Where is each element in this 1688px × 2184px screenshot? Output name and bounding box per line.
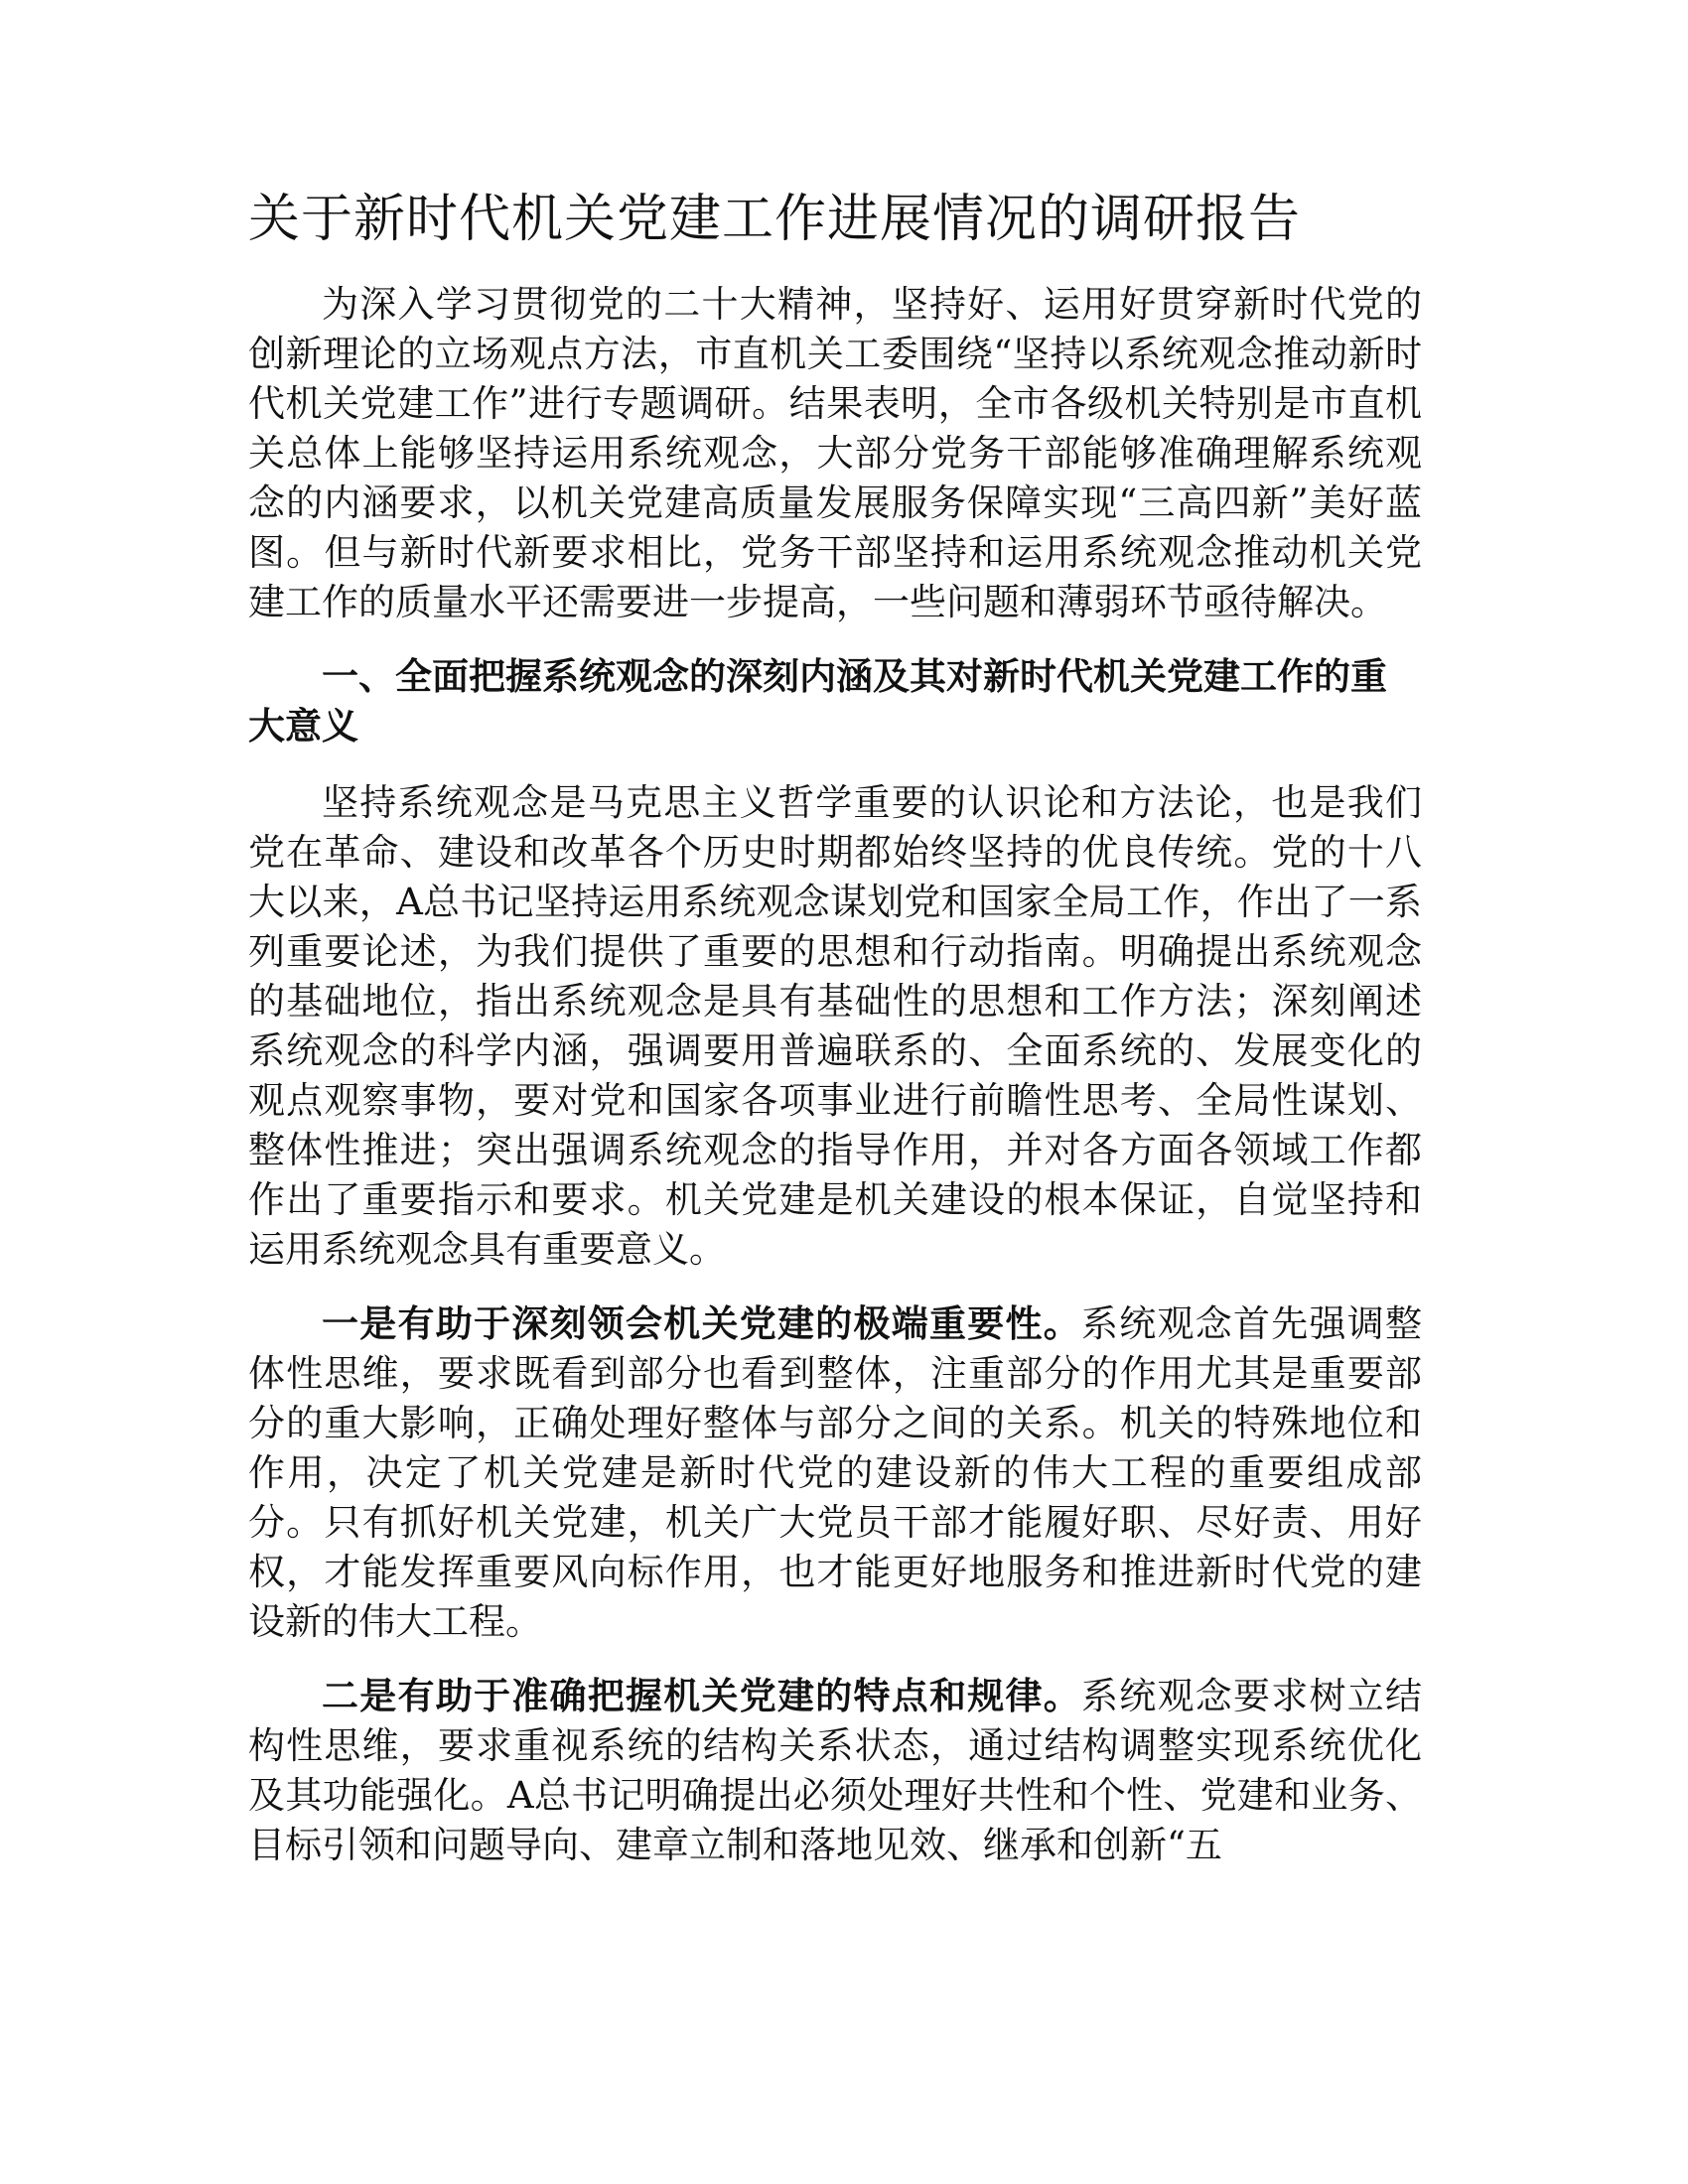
document-title: 关于新时代机关党建工作进展情况的调研报告 [248,190,1302,249]
point-lead-2: 二是有助于准确把握机关党建的特点和规律。 [322,1673,1081,1717]
document-page [248,187,1422,1894]
point-text-2: 系统观念要求树立结构性思维，要求重视系统的结构关系状态，通过结构调整实现系统优化及其功能强化。A总书记明确提出必须处理好共性和个性、党建和业务、目标引领和问题导向、建章立制和落地见效、继承和创新“五 [248,1674,1422,1866]
intro-paragraph: 为深入学习贯彻党的二十大精神，坚持好、运用好贯穿新时代党的创新理论的立场观点方法，市直机关工委围绕“坚持以系统观念推动新时代机关党建工作”进行专题调研。结果表明，全市各级机关特别是市直机关总体上能够坚持运用系统观念，大部分党务干部能够准确理解系统观念的内涵要求，以机关党建高质量发展服务保障实现“三高四新”美好蓝图。但与新时代新要求相比，党务干部坚持和运用系统观念推动机关党建工作的质量水平还需要进一步提高，一些问题和薄弱环节亟待解决。 [248,282,1422,623]
point-paragraph-2 [248,1671,1422,1870]
point-lead-1: 一是有助于深刻领会机关党建的极端重要性。 [322,1300,1081,1345]
point-paragraph-1 [248,1298,1422,1647]
section-heading: 一、全面把握系统观念的深刻内涵及其对新时代机关党建工作的重大意义 [248,653,1387,748]
section-paragraph: 坚持系统观念是马克思主义哲学重要的认识论和方法论，也是我们党在革命、建设和改革各个历史时期都始终坚持的优良传统。党的十八大以来，A总书记坚持运用系统观念谋划党和国家全局工作，作出了一系列重要论述，为我们提供了重要的思想和行动指南。明确提出系统观念的基础地位，指出系统观念是具有基础性的思想和工作方法；深刻阐述系统观念的科学内涵，强调要用普遍联系的、全面系统的、发展变化的观点观察事物，要对党和国家各项事业进行前瞻性思考、全局性谋划、整体性推进；突出强调系统观念的指导作用，并对各方面各领域工作都作出了重要指示和要求。机关党建是机关建设的根本保证，自觉坚持和运用系统观念具有重要意义。 [248,780,1422,1271]
point-text-1: 系统观念首先强调整体性思维，要求既看到部分也看到整体，注重部分的作用尤其是重要部分的重大影响，正确处理好整体与部分之间的关系。机关的特殊地位和作用，决定了机关党建是新时代党的建设新的伟大工程的重要组成部分。只有抓好机关党建，机关广大党员干部才能履好职、尽好责、用好权，才能发挥重要风向标作用，也才能更好地服务和推进新时代党的建设新的伟大工程。 [248,1301,1422,1643]
